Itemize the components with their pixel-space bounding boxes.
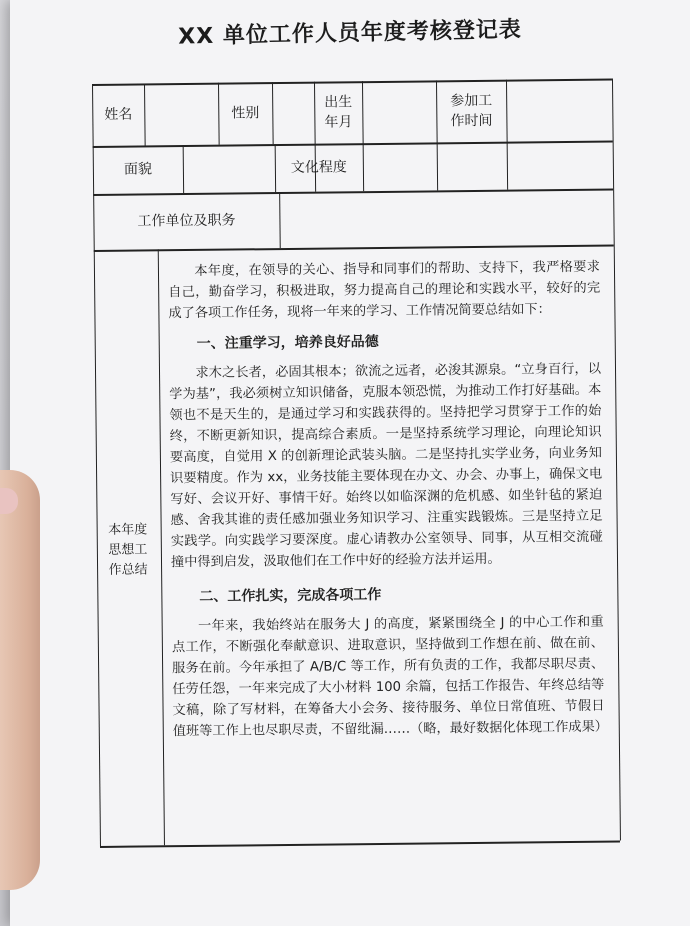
summary-intro: 本年度，在领导的关心、指导和同事们的帮助、支持下，我严格要求自己，勤奋学习，积极进取，努力提高自己的理论和实践水平，较好的完成了各项工作任务，现将一年来的学习、工作情况简要总结如下：: [168, 259, 601, 322]
birth-field[interactable]: [362, 80, 437, 143]
political-label: 面貌: [123, 161, 152, 178]
political-field[interactable]: [183, 144, 275, 193]
name-label: 姓名: [104, 106, 133, 123]
section1-title: 一、注重学习，培养良好品德: [196, 334, 379, 352]
gender-label: 性别: [231, 105, 260, 122]
join-work-label: 参加工作时间: [450, 92, 493, 130]
summary-side-cell: [94, 255, 162, 846]
thumb: [0, 470, 40, 890]
education-field[interactable]: [363, 142, 437, 191]
summary-content: [168, 257, 609, 742]
join-work-field[interactable]: [506, 79, 613, 142]
section1-body: 求木之长者，必固其根本；欲流之远者，必浚其源泉。“立身百行，以学为基”，我必须树立知识储备，克服本领恐慌，为推动工作打好基础。本领也不是天生的，是通过学习和实践获得的。坚持把学习贯穿于工作的始终，不断更新知识，提高综合素质。一是坚持系统学习理论，向理论知识要高度，自觉用 X 的创新理论武装头脑。二是坚持扎实学业务，向业务知识要精度。作为 xx，业务技能主要体现在办文、办会、办事上，确保文电写好、会议开好、事情干好。始终以如临深渊的危机感、如坐针毡的紧迫感、舍我其谁的责任感加强业务知识学习、注重实践锻炼。三是坚持立足实践学。向实践学习要深度。虚心请教办公室领导、同事，从互相交流碰撞中得到启发，汲取他们在工作中好的经验方法并运用。: [169, 361, 603, 571]
document-title: XX 单位工作人员年度考核登记表: [178, 17, 523, 50]
birth-label: 出生年月: [324, 94, 353, 131]
unit-label: 工作单位及职务: [137, 212, 236, 230]
name-field[interactable]: [144, 83, 219, 146]
section2-title: 二、工作扎实，完成各项工作: [199, 586, 382, 605]
gender-field[interactable]: [272, 82, 315, 144]
education-label: 文化程度: [290, 159, 347, 176]
section2-body: 一年来，我始终站在服务大 J 的高度，紧紧围绕全 J 的中心工作和重点工作，不断强化奉献意识、进取意识，坚持做到工作想在前、做在前、服务在前。今年承担了 A/B/C 等工作，所有负责的工作，我都尽职尽责、任劳任怨，一年来完成了大小材料 100 余篇，包括工作报告、年终总结等文稿，除了写材料，在筹备大小会务、接待服务、单位日常值班、节假日值班等工作上也尽职尽责，不留纰漏……（略，最好数据化体现工作成果）: [171, 614, 609, 740]
unit-field[interactable]: [279, 189, 614, 248]
summary-side-label: 本年度思想工作总结: [108, 522, 148, 578]
registration-form: [92, 79, 620, 846]
